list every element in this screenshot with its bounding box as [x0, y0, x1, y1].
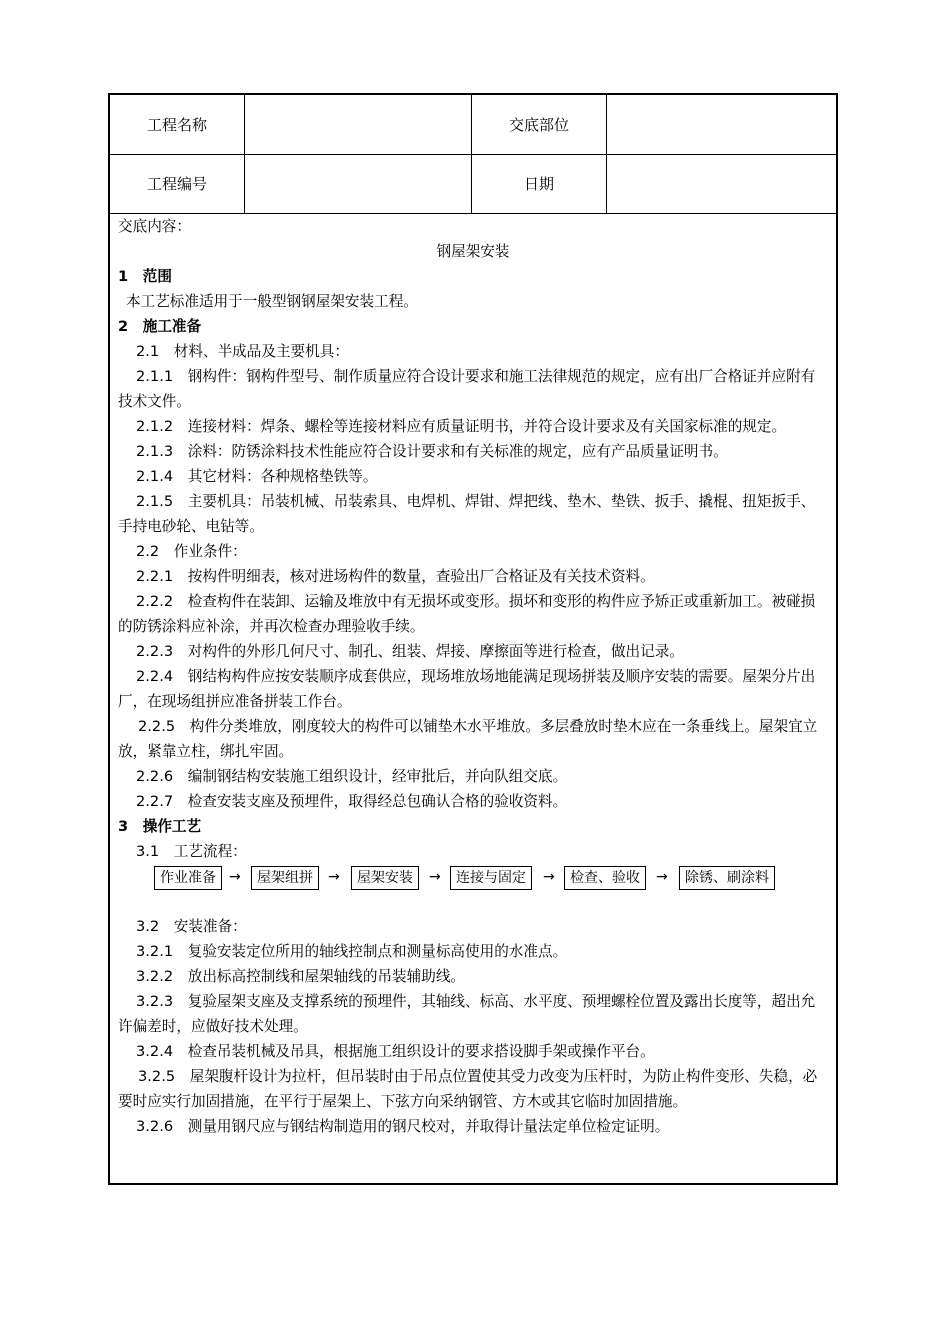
process-flowchart — [118, 864, 828, 914]
handover-form — [108, 93, 838, 1185]
paragraph-3-2-1: 3.2.1 复验安装定位所用的轴线控制点和测量标高使用的水准点。 — [136, 943, 568, 960]
section-2-heading: 2 施工准备 — [118, 318, 202, 335]
paragraph-3-2-5: 3.2.5 屋架腹杆设计为拉杆，但吊装时由于吊点位置使其受力改变为压杆时，为防止构件变形、失稳，必要时应实行加固措施，在平行于屋架上、下弦方向采纳钢管、方木或其它临时加固措施。 — [118, 1068, 818, 1110]
subsection-2-2: 2.2 作业条件： — [136, 543, 247, 560]
paragraph-2-2-1: 2.2.1 按构件明细表，核对进场构件的数量，查验出厂合格证及有关技术资料。 — [136, 568, 655, 585]
flow-step: 屋架组拼 — [251, 866, 319, 890]
section-1-text: 本工艺标准适用于一般型钢钢屋架安装工程。 — [126, 293, 418, 310]
paragraph-2-2-3: 2.2.3 对构件的外形几何尺寸、制孔、组装、焊接、摩擦面等进行检查，做出记录。 — [136, 643, 684, 660]
handover-content — [110, 214, 836, 1139]
flow-arrow: → — [543, 869, 555, 885]
flow-arrow: → — [229, 869, 241, 885]
flow-step: 除锈、刷涂料 — [679, 866, 775, 890]
paragraph-2-1-2: 2.1.2 连接材料：焊条、螺栓等连接材料应有质量证明书，并符合设计要求及有关国家标准的规定。 — [136, 418, 787, 435]
paragraph-2-2-4: 2.2.4 钢结构构件应按安装顺序成套供应，现场堆放场地能满足现场拼装及顺序安装的需要。屋架分片出厂，在现场组拼应准备拼装工作台。 — [118, 668, 816, 710]
paragraph-2-1-3: 2.1.3 涂料：防锈涂料技术性能应符合设计要求和有关标准的规定，应有产品质量证明书。 — [136, 443, 728, 460]
paragraph-2-1-1: 2.1.1 钢构件：钢构件型号、制作质量应符合设计要求和施工法律规范的规定，应有出厂合格证并应附有技术文件。 — [118, 368, 816, 410]
project-name-field[interactable] — [245, 95, 472, 154]
paragraph-2-2-6: 2.2.6 编制钢结构安装施工组织设计，经审批后，并向队组交底。 — [136, 768, 568, 785]
flow-step: 屋架安装 — [351, 866, 419, 890]
flow-arrow: → — [656, 869, 668, 885]
date-label: 日期 — [472, 154, 607, 213]
flow-step: 连接与固定 — [450, 866, 532, 890]
location-label: 交底部位 — [472, 95, 607, 154]
location-field[interactable] — [607, 95, 838, 154]
subsection-2-1: 2.1 材料、半成品及主要机具： — [136, 343, 349, 360]
paragraph-2-2-7: 2.2.7 检查安装支座及预埋件，取得经总包确认合格的验收资料。 — [136, 793, 568, 810]
paragraph-2-1-5: 2.1.5 主要机具：吊装机械、吊装索具、电焊机、焊钳、焊把线、垫木、垫铁、扳手、撬棍、扭矩扳手、手持电砂轮、电钻等。 — [118, 493, 816, 535]
project-number-label: 工程编号 — [110, 154, 245, 213]
content-label: 交底内容： — [118, 218, 191, 235]
section-1-heading: 1 范围 — [118, 268, 172, 285]
subsection-3-2: 3.2 安装准备： — [136, 918, 247, 935]
date-field[interactable] — [607, 154, 838, 213]
paragraph-3-2-6: 3.2.6 测量用钢尺应与钢结构制造用的钢尺校对，并取得计量法定单位检定证明。 — [136, 1118, 670, 1135]
paragraph-2-1-4: 2.1.4 其它材料：各种规格垫铁等。 — [136, 468, 378, 485]
flow-step: 检查、验收 — [564, 866, 646, 890]
flow-arrow: → — [328, 869, 340, 885]
header-row-2 — [110, 154, 836, 214]
paragraph-3-2-3: 3.2.3 复验屋架支座及支撑系统的预埋件，其轴线、标高、水平度、预埋螺栓位置及露出长度等，超出允许偏差时，应做好技术处理。 — [118, 993, 816, 1035]
project-name-label: 工程名称 — [110, 95, 245, 154]
paragraph-2-2-5: 2.2.5 构件分类堆放，刚度较大的构件可以铺垫木水平堆放。多层叠放时垫木应在一条垂线上。屋架宜立放，紧靠立柱，绑扎牢固。 — [118, 718, 818, 760]
subsection-3-1: 3.1 工艺流程： — [136, 843, 247, 860]
project-number-field[interactable] — [245, 154, 472, 213]
paragraph-3-2-4: 3.2.4 检查吊装机械及吊具，根据施工组织设计的要求搭设脚手架或操作平台。 — [136, 1043, 655, 1060]
flow-step: 作业准备 — [154, 866, 222, 890]
paragraph-3-2-2: 3.2.2 放出标高控制线和屋架轴线的吊装辅助线。 — [136, 968, 466, 985]
document-title: 钢屋架安装 — [436, 243, 510, 260]
header-row-1 — [110, 95, 836, 155]
flow-arrow: → — [429, 869, 441, 885]
section-3-heading: 3 操作工艺 — [118, 818, 202, 835]
paragraph-2-2-2: 2.2.2 检查构件在装卸、运输及堆放中有无损坏或变形。损坏和变形的构件应予矫正或重新加工。被碰损的防锈涂料应补涂，并再次检查办理验收手续。 — [118, 593, 816, 635]
